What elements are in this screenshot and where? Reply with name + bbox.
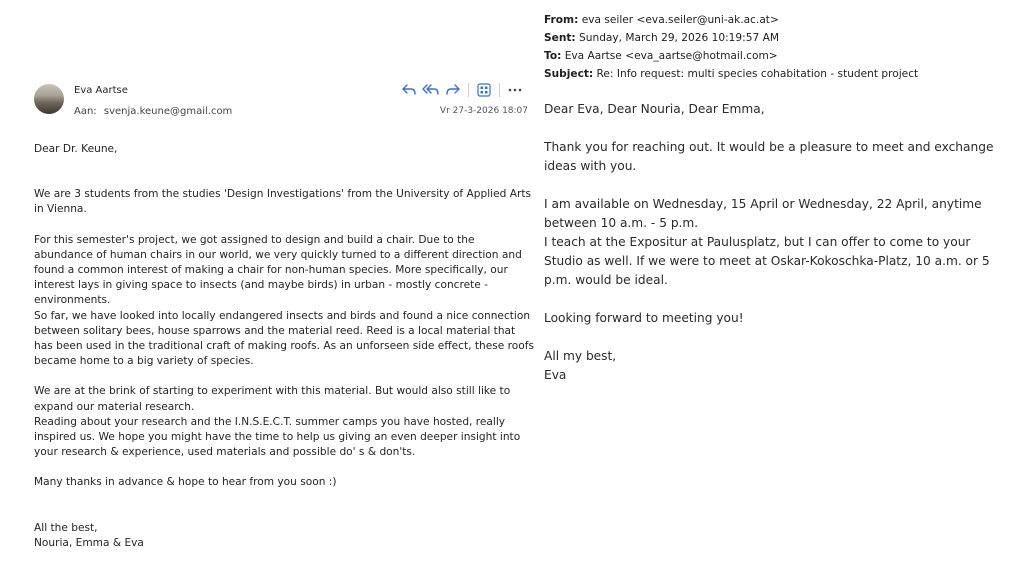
greeting: Dear Dr. Keune, xyxy=(34,143,118,155)
reply-body xyxy=(544,100,1006,385)
subject-value: Re: Info request: multi species cohabitation - student project xyxy=(596,68,919,80)
to-line xyxy=(544,47,1014,65)
subject-line xyxy=(544,65,1014,83)
to-label: To: xyxy=(544,50,562,62)
body-paragraph: I teach at the Expositur at Paulusplatz, but I can offer to come to your Studio as well. If we were to meet at Oskar-Kokoschka-Platz, 10 a.m. or 5 p.m. would be ideal. xyxy=(544,235,990,287)
reply-icon[interactable] xyxy=(398,80,420,100)
toolbar-divider xyxy=(468,83,469,97)
greeting: Dear Eva, Dear Nouria, Dear Emma, xyxy=(544,102,765,116)
reply-all-icon[interactable] xyxy=(420,80,442,100)
from-value: eva seiler <eva.seiler@uni-ak.ac.at> xyxy=(581,14,779,26)
sender-name[interactable]: Eva Aartse xyxy=(74,85,128,96)
sender-avatar[interactable] xyxy=(34,84,64,114)
to-value: Eva Aartse <eva_aartse@hotmail.com> xyxy=(564,50,778,62)
recipient-line xyxy=(74,106,236,117)
from-line xyxy=(544,11,1014,29)
sign-off: All the best, xyxy=(34,521,98,534)
more-icon[interactable] xyxy=(504,80,526,100)
to-label: Aan: xyxy=(74,106,97,117)
forward-icon[interactable] xyxy=(442,80,464,100)
body-paragraph: Thank you for reaching out. It would be a pleasure to meet and exchange ideas with you. xyxy=(544,140,994,173)
body-paragraph: We are at the brink of starting to experiment with this material. But would also still like to expand our material research. xyxy=(34,385,511,413)
toolbar-divider xyxy=(499,83,500,97)
message-body xyxy=(34,142,534,551)
reply-headers xyxy=(544,11,1014,83)
body-paragraph: Many thanks in advance & hope to hear from you soon :) xyxy=(34,476,337,489)
body-paragraph: Reading about your research and the I.N.S.E.C.T. summer camps you have hosted, really inspired us. We hope you might have the time to help us giving an even deeper insight into your research & experience, used materials and possible do' s & don'ts. xyxy=(34,415,521,459)
recipient-address[interactable]: svenja.keune@gmail.com xyxy=(103,106,233,117)
message-date: Vr 27-3-2026 18:07 xyxy=(439,106,528,116)
subject-label: Subject: xyxy=(544,68,594,80)
sent-value: Sunday, March 29, 2026 10:19:57 AM xyxy=(579,32,779,44)
apps-icon[interactable] xyxy=(473,80,495,100)
sent-line xyxy=(544,29,1014,47)
body-paragraph: I am available on Wednesday, 15 April or Wednesday, 22 April, anytime between 10 a.m. - 5 p.m. xyxy=(544,197,982,230)
signature: Nouria, Emma & Eva xyxy=(34,536,144,549)
sent-label: Sent: xyxy=(544,32,576,44)
body-paragraph: So far, we have looked into locally endangered insects and birds and found a nice connection between solitary bees, house sparrows and the material reed. Reed is a local material that has been used in the traditional craft of making roofs. As an unforseen side effect, these roofs became home to a big variety of species. xyxy=(34,309,534,368)
body-paragraph: We are 3 students from the studies 'Design Investigations' from the University of Applied Arts in Vienna. xyxy=(34,188,531,216)
message-actions xyxy=(398,80,526,100)
body-paragraph: For this semester's project, we got assigned to design and build a chair. Due to the abundance of human chairs in our world, we very quickly turned to a different direction and found a common interest of making a chair for non-human species. More specifically, our interest lays in giving space to insects (and maybe birds) in urban - mostly concrete - environments. xyxy=(34,233,522,307)
signature: Eva xyxy=(544,368,567,382)
body-paragraph: Looking forward to meeting you! xyxy=(544,311,744,325)
sign-off: All my best, xyxy=(544,349,617,363)
from-label: From: xyxy=(544,14,579,26)
